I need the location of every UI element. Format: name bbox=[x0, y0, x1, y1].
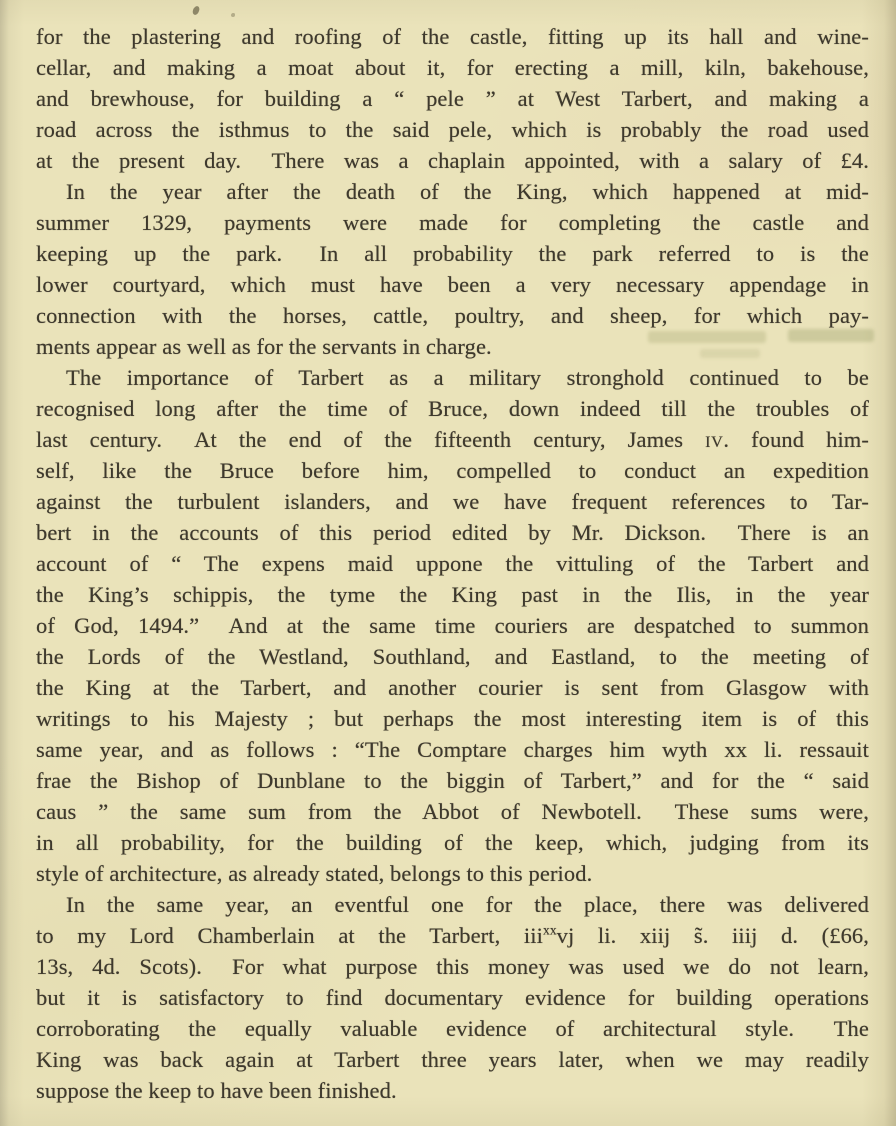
paragraph bbox=[36, 362, 869, 889]
text-line: In the same year, an eventful one for the place, there was delivered bbox=[66, 892, 869, 917]
text-line: the Lords of the Westland, Southland, and Eastland, to the meeting of bbox=[36, 644, 869, 669]
text-line: caus ” the same sum from the Abbot of Newbotell. These sums were, bbox=[36, 799, 869, 824]
text-line: the King’s schippis, the tyme the King past in the Ilis, in the year bbox=[36, 582, 869, 607]
text-line: recognised long after the time of Bruce, down indeed till the troubles of bbox=[36, 396, 869, 421]
text-line: at the present day. There was a chaplain appointed, with a salary of £4. bbox=[36, 148, 869, 173]
text-line: connection with the horses, cattle, poultry, and sheep, for which pay- bbox=[36, 303, 869, 328]
text-segment: to my Lord Chamberlain at the Tarbert, iii bbox=[36, 923, 543, 948]
text-line: corroborating the equally valuable evidence of architectural style. The bbox=[36, 1016, 869, 1041]
paragraph bbox=[36, 21, 869, 176]
ink-speck bbox=[231, 13, 235, 17]
text-line: bert in the accounts of this period edited by Mr. Dickson. There is an bbox=[36, 520, 869, 545]
text-line: against the turbulent islanders, and we have frequent references to Tar- bbox=[36, 489, 869, 514]
paragraph bbox=[36, 176, 869, 362]
text-line: same year, and as follows : “The Comptare charges him wyth xx li. ressauit bbox=[36, 737, 869, 762]
text-line: of God, 1494.” And at the same time couriers are despatched to summon bbox=[36, 613, 869, 638]
text-line: King was back again at Tarbert three years later, when we may readily bbox=[36, 1047, 869, 1072]
paragraph bbox=[36, 889, 869, 1106]
text-line: account of “ The expens maid uppone the vittuling of the Tarbert and bbox=[36, 551, 869, 576]
text-line: summer 1329, payments were made for completing the castle and bbox=[36, 210, 869, 235]
text-segment: last century. At the end of the fifteenth century, James bbox=[36, 427, 706, 452]
text-line: self, like the Bruce before him, compelled to conduct an expedition bbox=[36, 458, 869, 483]
text-segment: vj li. xiij s̃. iiij d. (£66, bbox=[556, 923, 869, 948]
text-line: ments appear as well as for the servants in charge. bbox=[36, 334, 492, 359]
text-line: and brewhouse, for building a “ pele ” at West Tarbert, and making a bbox=[36, 86, 869, 111]
text-line: the King at the Tarbert, and another courier is sent from Glasgow with bbox=[36, 675, 869, 700]
text-line: The importance of Tarbert as a military stronghold continued to be bbox=[66, 365, 869, 390]
sup-text-segment: xx bbox=[542, 922, 557, 938]
ink-speck bbox=[192, 5, 200, 15]
sc-text-segment: IV bbox=[705, 433, 724, 451]
text-line bbox=[36, 424, 869, 455]
text-line: keeping up the park. In all probability the park referred to is the bbox=[36, 241, 869, 266]
text-segment: . found him- bbox=[723, 427, 869, 452]
text-line: cellar, and making a moat about it, for erecting a mill, kiln, bakehouse, bbox=[36, 55, 869, 80]
text-line: lower courtyard, which must have been a very necessary appendage in bbox=[36, 272, 869, 297]
text-line bbox=[36, 920, 869, 951]
text-line: In the year after the death of the King, which happened at mid- bbox=[66, 179, 869, 204]
text-line: but it is satisfactory to find documentary evidence for building operations bbox=[36, 985, 869, 1010]
text-line: in all probability, for the building of the keep, which, judging from its bbox=[36, 830, 869, 855]
text-line: style of architecture, as already stated, belongs to this period. bbox=[36, 861, 593, 886]
text-line: frae the Bishop of Dunblane to the biggin of Tarbert,” and for the “ said bbox=[36, 768, 869, 793]
text-line: for the plastering and roofing of the castle, fitting up its hall and wine- bbox=[36, 24, 869, 49]
text-line: road across the isthmus to the said pele, which is probably the road used bbox=[36, 117, 869, 142]
text-block bbox=[36, 21, 869, 1106]
text-line: writings to his Majesty ; but perhaps the most interesting item is of this bbox=[36, 706, 869, 731]
text-line: 13s, 4d. Scots). For what purpose this money was used we do not learn, bbox=[36, 954, 869, 979]
text-line: suppose the keep to have been finished. bbox=[36, 1078, 397, 1103]
